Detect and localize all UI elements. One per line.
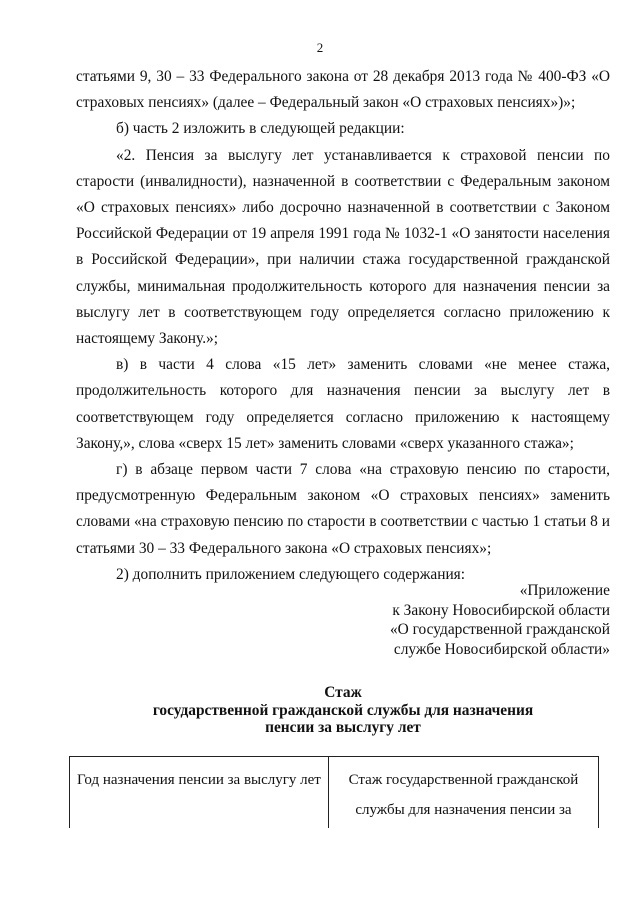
paragraph-part-7-amendment: г) в абзаце первом части 7 слова «на страховую пенсию по старости, предусмотренную Федеральным законом «О страховых пенсиях» заменить словами «на страховую пенсию по старости в соответствии с частью 1 статьи 8 и статьями 30 – 33 Федерального закона «О страховых пенсиях»; — [76, 461, 610, 557]
paragraph-part-2-text: «2. Пенсия за выслугу лет устанавливается к страховой пенсии по старости (инвалидности), назначенной в соответствии с Федеральным законом «О страховых пенсиях» либо досрочно назначенной в соответствии с Законом Российской Федерации от 19 апреля 1991 года № 1032-1 «О занятости населения в Российской Федерации», при наличии стажа государственной гражданской службы, минимальная продолжительность которого для назначения пенсии за выслугу лет в соответствующем году определяется согласно приложению к настоящему Закону.»; — [76, 146, 610, 348]
appendix-line: к Закону Новосибирской области — [392, 601, 610, 619]
document-body — [76, 64, 610, 588]
appendix-header — [310, 581, 610, 659]
stazh-table-container — [69, 756, 599, 828]
table-header-cell-year: Год назначения пенсии за выслугу лет — [70, 757, 329, 829]
section-title-line: пенсии за выслугу лет — [265, 719, 421, 736]
appendix-line: службе Новосибирской области» — [393, 640, 610, 658]
appendix-line: «Приложение — [519, 582, 610, 599]
page-number: 2 — [316, 40, 324, 55]
section-title — [76, 684, 610, 737]
section-title-line: государственной гражданской службы для назначения — [152, 701, 534, 719]
paragraph-part-4-amendment: в) в части 4 слова «15 лет» заменить словами «не менее стажа, продолжительность которого для назначения пенсии за выслугу лет в соответствующем году определяется согласно приложению к настоящему Закону,», слова «сверх 15 лет» заменить словами «сверх указанного стажа»; — [76, 356, 610, 452]
stazh-table — [69, 756, 599, 828]
appendix-line: «О государственной гражданской — [389, 621, 610, 638]
section-title-line: Стаж — [324, 684, 362, 701]
table-header-cell-stazh: Стаж государственной гражданской службы для назначения пенсии за — [328, 757, 598, 829]
paragraph-articles-reference: статьями 9, 30 – 33 Федерального закона от 28 декабря 2013 года № 400-ФЗ «О страховых пенсиях» (далее – Федеральный закон «О страховых пенсиях»)»; — [76, 68, 610, 112]
paragraph-add-appendix: 2) дополнить приложением следующего содержания: — [116, 565, 466, 583]
table-header-row — [70, 757, 599, 829]
paragraph-part-2-intro: б) часть 2 изложить в следующей редакции: — [116, 120, 405, 138]
